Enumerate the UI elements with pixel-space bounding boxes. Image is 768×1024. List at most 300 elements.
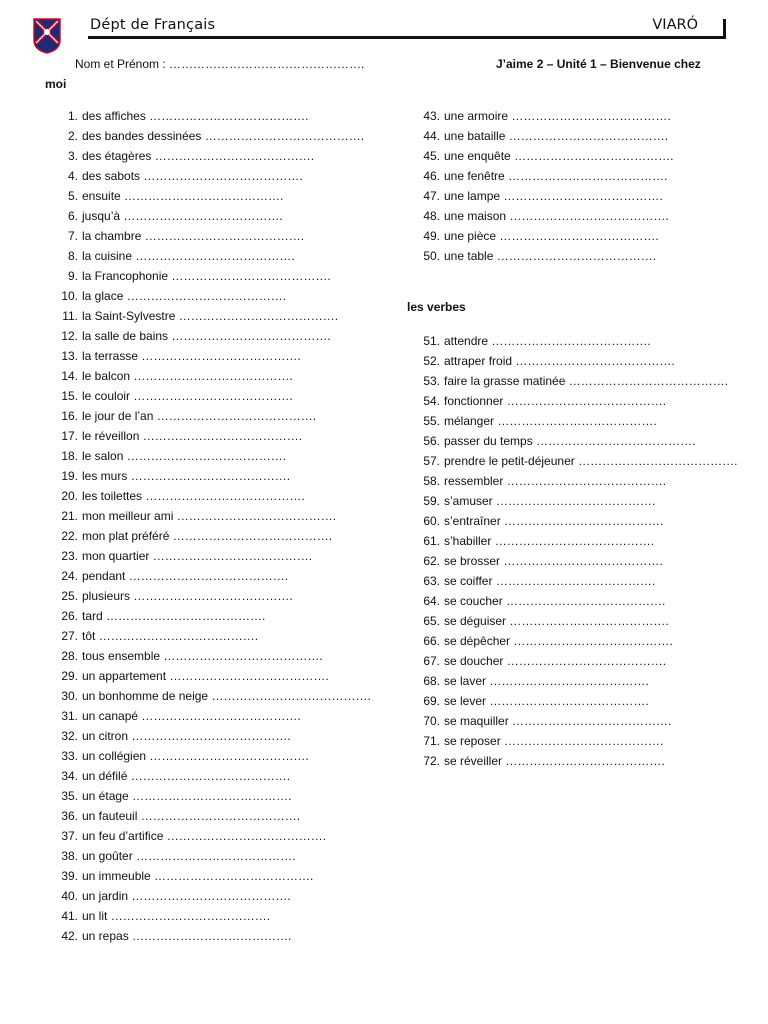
item-word <box>444 166 667 186</box>
item-word <box>82 286 286 306</box>
item-number: 32. <box>61 729 78 743</box>
item-number: 16. <box>61 409 78 423</box>
vocab-item <box>420 126 750 146</box>
item-word <box>444 351 675 371</box>
answer-blank[interactable]: …………………………………. <box>489 694 649 708</box>
item-number: 64. <box>423 594 440 608</box>
vocab-item <box>420 751 750 771</box>
vocab-item <box>420 711 750 731</box>
item-number: 1. <box>67 109 78 123</box>
answer-blank[interactable]: …………………………………. <box>513 634 673 648</box>
item-term: s’amuser <box>444 494 493 508</box>
item-word <box>444 511 663 531</box>
answer-blank[interactable]: …………………………………. <box>126 289 287 303</box>
vocab-item <box>58 546 388 566</box>
item-term: des affiches <box>82 109 146 123</box>
answer-blank[interactable]: …………………………………. <box>506 654 667 668</box>
vocab-item <box>420 106 750 126</box>
answer-blank[interactable]: …………………………………. <box>152 549 313 563</box>
item-term: la cuisine <box>82 249 133 263</box>
item-term: un goûter <box>82 849 133 863</box>
vocab-item <box>420 511 750 531</box>
answer-blank[interactable]: …………………………………. <box>508 129 669 143</box>
item-number: 27. <box>61 629 78 643</box>
item-word <box>444 491 655 511</box>
department-name: Dépt de Français <box>90 17 216 33</box>
verbs-heading: les verbes <box>407 300 466 314</box>
answer-blank[interactable]: …………………………………. <box>504 734 664 748</box>
item-term: une enquête <box>444 149 511 163</box>
item-word <box>82 426 302 446</box>
vocab-item <box>420 551 750 571</box>
item-word <box>82 206 283 226</box>
vocab-item <box>420 351 750 371</box>
item-word <box>82 866 313 886</box>
vocab-item <box>420 451 750 471</box>
answer-blank[interactable]: …………………………………. <box>130 769 291 783</box>
item-number: 11. <box>62 309 78 323</box>
item-number: 8. <box>67 249 78 263</box>
item-term: se coiffer <box>444 574 493 588</box>
item-number: 57. <box>423 454 440 468</box>
vocab-item <box>420 471 750 491</box>
item-word <box>82 566 288 586</box>
item-number: 35. <box>61 789 78 803</box>
item-term: tôt <box>82 629 96 643</box>
item-term: se coucher <box>444 594 503 608</box>
answer-blank[interactable]: …………………………………. <box>133 389 293 403</box>
item-number: 9. <box>67 269 78 283</box>
answer-blank[interactable]: …………………………………. <box>131 889 291 903</box>
answer-blank[interactable]: …………………………………. <box>496 494 656 508</box>
answer-blank[interactable]: …………………………………. <box>149 749 309 763</box>
answer-blank[interactable]: …………………………………. <box>494 534 655 548</box>
item-number: 65. <box>423 614 440 628</box>
item-term: se brosser <box>444 554 501 568</box>
item-word <box>444 431 695 451</box>
answer-blank[interactable]: …………………………………. <box>132 929 292 943</box>
item-word <box>82 646 323 666</box>
answer-blank[interactable]: …………………………………. <box>499 229 659 243</box>
item-term: le jour de l’an <box>82 409 154 423</box>
item-number: 12. <box>61 329 78 343</box>
item-number: 43. <box>423 109 440 123</box>
item-word <box>82 146 314 166</box>
item-term: des sabots <box>82 169 141 183</box>
item-term: ressembler <box>444 474 504 488</box>
item-term: se déguiser <box>444 614 507 628</box>
answer-blank[interactable]: …………………………………. <box>154 149 315 163</box>
answer-blank[interactable]: …………………………………. <box>132 789 292 803</box>
item-term: un collégien <box>82 749 147 763</box>
answer-blank[interactable]: …………………………………. <box>511 109 671 123</box>
vocab-item <box>58 786 388 806</box>
item-number: 19. <box>61 469 78 483</box>
item-term: prendre le petit-déjeuner <box>444 454 575 468</box>
answer-blank[interactable]: …………………………………. <box>578 454 738 468</box>
item-number: 41. <box>61 909 78 923</box>
vocab-item <box>58 606 388 626</box>
vocab-item <box>420 226 750 246</box>
item-word <box>82 926 291 946</box>
answer-blank[interactable]: …………………………………. <box>514 149 674 163</box>
item-number: 49. <box>423 229 440 243</box>
answer-blank[interactable]: …………………………………. <box>506 474 667 488</box>
item-word <box>444 591 665 611</box>
vocab-item <box>58 746 388 766</box>
vocab-item <box>420 331 750 351</box>
item-term: un étage <box>82 789 129 803</box>
item-term: un jardin <box>82 889 129 903</box>
item-word <box>82 166 303 186</box>
vocab-item <box>58 646 388 666</box>
answer-blank[interactable]: …………………………………. <box>503 554 663 568</box>
answer-blank[interactable]: …………………………………. <box>133 589 293 603</box>
item-term: une lampe <box>444 189 501 203</box>
item-word <box>444 146 673 166</box>
item-number: 72. <box>423 754 440 768</box>
answer-blank[interactable]: …………………………………. <box>503 189 663 203</box>
item-word <box>82 766 290 786</box>
answer-blank[interactable]: …………………………………. <box>163 649 323 663</box>
item-term: se laver <box>444 674 487 688</box>
vocab-item <box>58 286 388 306</box>
answer-blank[interactable]: …………………………………. <box>123 209 283 223</box>
item-number: 21. <box>61 509 78 523</box>
answer-blank[interactable]: …………………………………. <box>143 169 303 183</box>
item-number: 40. <box>61 889 78 903</box>
item-number: 6. <box>67 209 78 223</box>
answer-blank[interactable]: …………………………………. <box>144 229 305 243</box>
answer-blank[interactable]: …………………………………. <box>496 249 657 263</box>
item-number: 66. <box>423 634 440 648</box>
item-term: une table <box>444 249 494 263</box>
answer-blank[interactable]: …………………………………. <box>169 669 329 683</box>
item-number: 28. <box>61 649 78 663</box>
answer-blank[interactable]: …………………………………. <box>131 729 291 743</box>
item-word <box>82 126 364 146</box>
item-word <box>444 246 656 266</box>
item-term: une armoire <box>444 109 509 123</box>
item-number: 44. <box>423 129 440 143</box>
item-number: 70. <box>423 714 440 728</box>
vocab-item <box>58 506 388 526</box>
item-number: 5. <box>67 189 78 203</box>
vocab-item <box>420 571 750 591</box>
item-number: 34. <box>61 769 78 783</box>
item-term: le salon <box>82 449 124 463</box>
item-term: tous ensemble <box>82 649 161 663</box>
item-word <box>444 411 657 431</box>
vocab-item <box>420 166 750 186</box>
answer-blank[interactable]: …………………………………. <box>98 629 259 643</box>
item-number: 22. <box>61 529 78 543</box>
item-word <box>444 126 668 146</box>
item-term: les toilettes <box>82 489 143 503</box>
item-word <box>82 666 329 686</box>
vocab-item <box>58 366 388 386</box>
vocab-item <box>58 266 388 286</box>
answer-blank[interactable]: …………………………………. <box>154 869 314 883</box>
item-term: la salle de bains <box>82 329 169 343</box>
vocab-item <box>420 371 750 391</box>
item-term: un appartement <box>82 669 167 683</box>
item-number: 47. <box>423 189 440 203</box>
item-number: 30. <box>61 689 78 703</box>
item-term: une fenêtre <box>444 169 505 183</box>
vocab-item <box>420 531 750 551</box>
answer-blank[interactable]: …………………………………. <box>512 714 672 728</box>
item-word <box>444 611 669 631</box>
answer-blank[interactable]: …………………………………. <box>509 614 669 628</box>
answer-blank[interactable]: …………………………………. <box>142 429 303 443</box>
item-number: 37. <box>61 829 78 843</box>
item-number: 59. <box>423 494 440 508</box>
item-number: 4. <box>67 169 78 183</box>
item-term: tard <box>82 609 103 623</box>
item-word <box>82 186 283 206</box>
item-number: 20. <box>61 489 78 503</box>
answer-blank[interactable]: …………………………………. <box>171 329 331 343</box>
item-term: le balcon <box>82 369 131 383</box>
answer-blank[interactable]: …………………………………. <box>145 489 305 503</box>
item-word <box>82 266 331 286</box>
answer-blank[interactable]: …………………………………. <box>178 309 339 323</box>
answer-blank[interactable]: …………………………………. <box>156 409 317 423</box>
vocab-item <box>58 126 388 146</box>
vocab-item <box>58 566 388 586</box>
worksheet-title: J’aime 2 – Unité 1 – Bienvenue chez <box>496 57 701 71</box>
vocab-item <box>58 666 388 686</box>
item-term: se maquiller <box>444 714 509 728</box>
vocab-item <box>420 671 750 691</box>
name-field[interactable]: Nom et Prénom : …………………………………………. <box>75 57 365 71</box>
item-term: plusieurs <box>82 589 131 603</box>
item-number: 51. <box>423 334 440 348</box>
item-term: un fauteuil <box>82 809 138 823</box>
item-number: 53. <box>423 374 440 388</box>
vocab-item <box>58 726 388 746</box>
item-number: 69. <box>423 694 440 708</box>
answer-blank[interactable]: …………………………………. <box>166 829 327 843</box>
item-number: 71. <box>423 734 440 748</box>
answer-blank[interactable]: …………………………………. <box>515 354 675 368</box>
vocab-item <box>58 866 388 886</box>
item-word <box>82 746 309 766</box>
vocab-item <box>58 326 388 346</box>
item-number: 45. <box>423 149 440 163</box>
answer-blank[interactable]: …………………………………. <box>141 349 301 363</box>
vocab-item <box>420 591 750 611</box>
item-word <box>444 691 649 711</box>
answer-blank[interactable]: …………………………………. <box>133 369 293 383</box>
item-word <box>444 186 663 206</box>
vocab-list-verbs <box>420 331 750 771</box>
item-number: 10. <box>61 289 78 303</box>
item-word <box>82 326 331 346</box>
vocab-item <box>420 651 750 671</box>
item-word <box>82 226 304 246</box>
item-term: pendant <box>82 569 126 583</box>
item-number: 50. <box>423 249 440 263</box>
item-word <box>444 206 669 226</box>
vocab-item <box>420 731 750 751</box>
item-term: une maison <box>444 209 507 223</box>
answer-blank[interactable]: …………………………………. <box>141 709 301 723</box>
answer-blank[interactable]: …………………………………. <box>110 909 271 923</box>
answer-blank[interactable]: …………………………………. <box>136 849 296 863</box>
header-rule <box>88 36 726 39</box>
item-term: un citron <box>82 729 129 743</box>
answer-blank[interactable]: …………………………………. <box>135 249 295 263</box>
vocab-item <box>58 246 388 266</box>
answer-blank[interactable]: …………………………………. <box>489 674 649 688</box>
answer-blank[interactable]: …………………………………. <box>568 374 729 388</box>
answer-blank[interactable]: …………………………………. <box>211 689 371 703</box>
vocab-item <box>420 691 750 711</box>
answer-blank[interactable]: …………………………………. <box>509 209 669 223</box>
item-word <box>82 406 316 426</box>
item-term: fonctionner <box>444 394 504 408</box>
answer-blank[interactable]: …………………………………. <box>508 169 668 183</box>
item-word <box>444 571 655 591</box>
vocab-item <box>58 806 388 826</box>
answer-blank[interactable]: …………………………………. <box>506 394 667 408</box>
item-word <box>444 371 728 391</box>
item-term: attendre <box>444 334 489 348</box>
answer-blank[interactable]: …………………………………. <box>204 129 365 143</box>
item-number: 29. <box>61 669 78 683</box>
item-word <box>82 366 293 386</box>
vocab-item <box>420 611 750 631</box>
item-word <box>444 391 666 411</box>
item-word <box>444 711 671 731</box>
item-word <box>82 306 338 326</box>
answer-blank[interactable]: …………………………………. <box>140 809 301 823</box>
item-number: 67. <box>423 654 440 668</box>
item-term: mon plat préféré <box>82 529 170 543</box>
item-term: la Saint-Sylvestre <box>82 309 176 323</box>
vocab-item <box>58 446 388 466</box>
vocab-item <box>58 766 388 786</box>
answer-blank[interactable]: …………………………………. <box>505 754 665 768</box>
item-number: 39. <box>61 869 78 883</box>
answer-blank[interactable]: …………………………………. <box>172 529 333 543</box>
answer-blank[interactable]: …………………………………. <box>171 269 331 283</box>
vocab-item <box>58 226 388 246</box>
vocab-item <box>420 491 750 511</box>
item-term: la glace <box>82 289 124 303</box>
item-word <box>82 806 300 826</box>
item-term: se dépêcher <box>444 634 511 648</box>
item-number: 31. <box>61 709 78 723</box>
item-term: s’entraîner <box>444 514 501 528</box>
item-word <box>82 686 371 706</box>
item-term: se réveiller <box>444 754 503 768</box>
vocab-item <box>420 186 750 206</box>
item-word <box>82 346 301 366</box>
item-term: un défilé <box>82 769 128 783</box>
vocab-item <box>420 411 750 431</box>
answer-blank[interactable]: …………………………………. <box>124 189 284 203</box>
vocab-list-right-nouns <box>420 106 750 266</box>
answer-blank[interactable]: …………………………………. <box>497 414 657 428</box>
item-number: 7. <box>67 229 78 243</box>
answer-blank[interactable]: …………………………………. <box>126 449 287 463</box>
vocab-item <box>58 186 388 206</box>
item-number: 33. <box>61 749 78 763</box>
vocab-item <box>58 626 388 646</box>
vocab-item <box>420 246 750 266</box>
item-word <box>444 551 663 571</box>
item-number: 62. <box>423 554 440 568</box>
item-number: 18. <box>61 449 78 463</box>
item-word <box>444 226 659 246</box>
item-number: 2. <box>67 129 78 143</box>
vocab-item <box>58 706 388 726</box>
item-term: des étagères <box>82 149 152 163</box>
vocab-item <box>58 906 388 926</box>
item-number: 15. <box>61 389 78 403</box>
answer-blank[interactable]: …………………………………. <box>495 574 656 588</box>
vocab-item <box>420 146 750 166</box>
vocab-item <box>58 206 388 226</box>
item-number: 52. <box>423 354 440 368</box>
item-word <box>82 606 265 626</box>
answer-blank[interactable]: …………………………………. <box>504 514 664 528</box>
item-word <box>444 631 673 651</box>
item-word <box>444 731 663 751</box>
answer-blank[interactable]: …………………………………. <box>176 509 337 523</box>
vocab-item <box>58 926 388 946</box>
item-number: 54. <box>423 394 440 408</box>
answer-blank[interactable]: …………………………………. <box>149 109 309 123</box>
item-term: le réveillon <box>82 429 140 443</box>
vocab-item <box>420 391 750 411</box>
vocab-item <box>58 586 388 606</box>
item-word <box>82 506 336 526</box>
vocab-item <box>58 166 388 186</box>
vocab-item <box>58 406 388 426</box>
item-number: 17. <box>61 429 78 443</box>
answer-blank[interactable]: …………………………………. <box>491 334 651 348</box>
item-word <box>444 106 671 126</box>
item-term: une pièce <box>444 229 497 243</box>
answer-blank[interactable]: …………………………………. <box>506 594 666 608</box>
item-number: 42. <box>61 929 78 943</box>
answer-blank[interactable]: …………………………………. <box>130 469 291 483</box>
item-number: 56. <box>423 434 440 448</box>
item-number: 25. <box>61 589 78 603</box>
answer-blank[interactable]: …………………………………. <box>106 609 266 623</box>
answer-blank[interactable]: …………………………………. <box>128 569 289 583</box>
item-term: un bonhomme de neige <box>82 689 209 703</box>
vocab-list-left <box>58 106 388 946</box>
item-number: 14. <box>61 369 78 383</box>
item-term: se reposer <box>444 734 501 748</box>
item-term: jusqu’à <box>82 209 121 223</box>
item-number: 60. <box>423 514 440 528</box>
item-term: la Francophonie <box>82 269 169 283</box>
item-term: un feu d’artifice <box>82 829 164 843</box>
vocab-item <box>58 386 388 406</box>
item-number: 68. <box>423 674 440 688</box>
item-word <box>82 906 270 926</box>
item-word <box>82 626 258 646</box>
vocab-item <box>58 466 388 486</box>
answer-blank[interactable]: …………………………………. <box>536 434 696 448</box>
item-term: s’habiller <box>444 534 492 548</box>
